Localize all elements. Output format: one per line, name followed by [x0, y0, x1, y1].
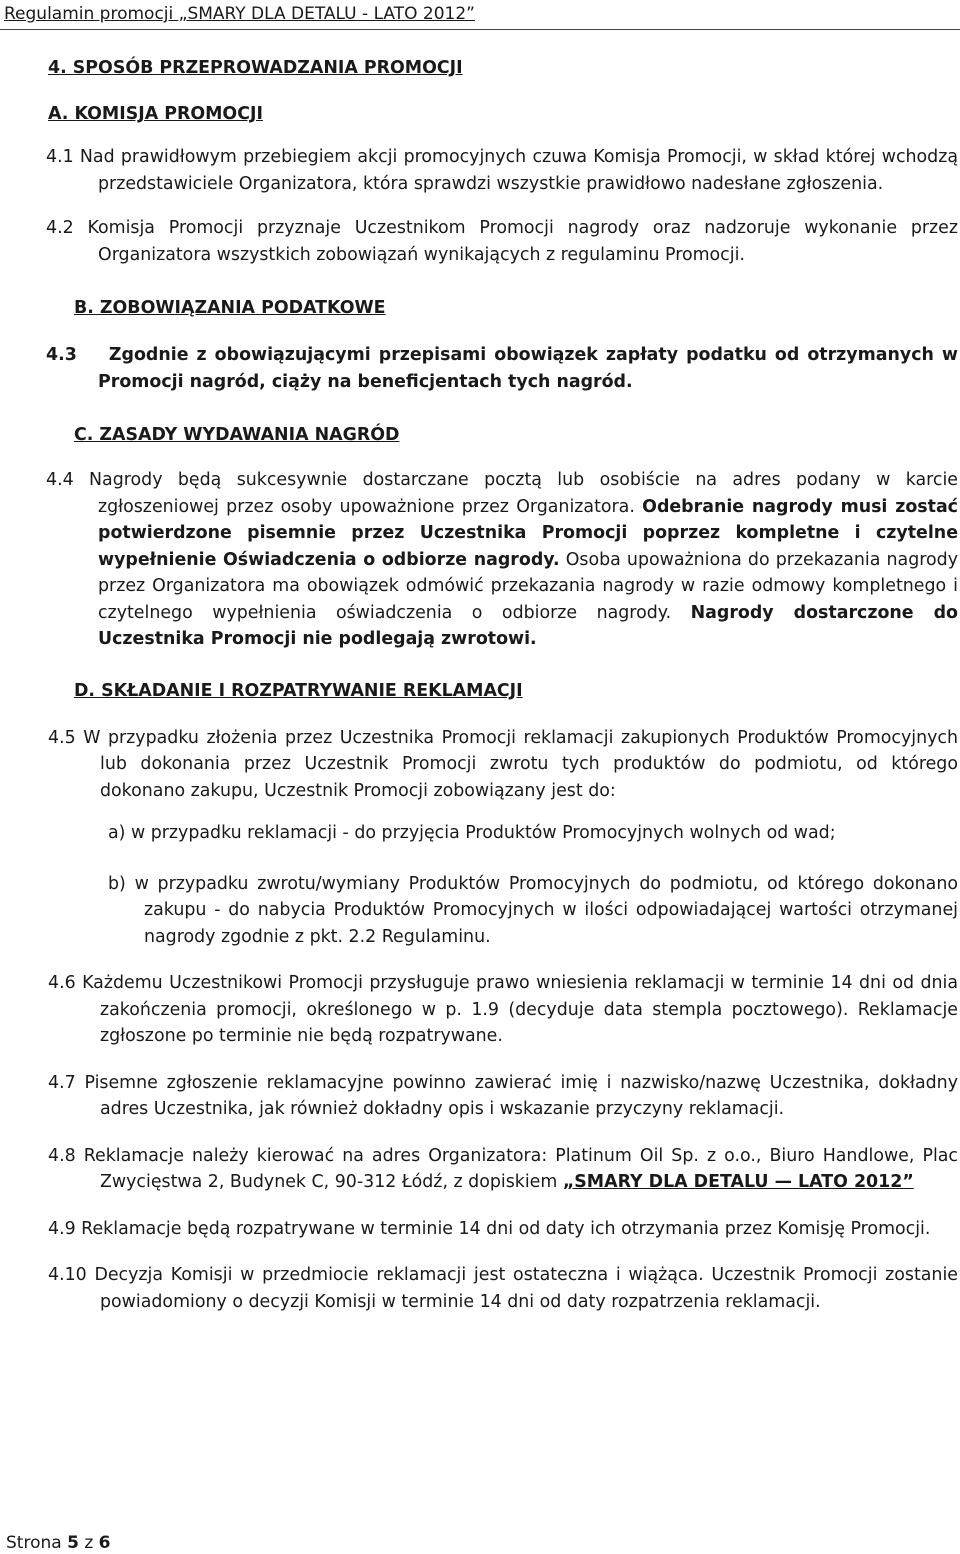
paragraph-4-4-text-a: 4.4 Nagrody będą sukcesywnie dostarczane pocztą lub osobiście na adres podany w karcie zgłoszeniowej przez osoby upoważnione przez Organizatora.	[46, 470, 958, 517]
paragraph-4-4	[48, 467, 958, 653]
paragraph-4-6: 4.6 Każdemu Uczestnikowi Promocji przysługuje prawo wniesienia reklamacji w terminie 14 dni od dnia zakończenia promocji, określonego w p. 1.9 (decyduje data stempla pocztowego). Reklamacje zgłoszone po terminie nie będą rozpatrywane.	[48, 973, 958, 1046]
footer-of: z	[78, 1533, 99, 1553]
paragraph-4-4-text-d: Nagrody dostarczone do Uczestnika Promocji nie podlegają zwrotowi.	[98, 602, 958, 649]
paragraph-4-2: 4.2 Komisja Promocji przyznaje Uczestnikom Promocji nagrody oraz nadzoruje wykonanie przez Organizatora wszystkich zobowiązań wynikających z regulaminu Promocji.	[46, 218, 958, 265]
paragraph-4-3-number: 4.3	[46, 345, 77, 365]
paragraph-4-4-text-b: Odebranie nagrody musi zostać potwierdzone pisemnie przez Uczestnika Promocji poprzez kompletne i czytelne wypełnienie Oświadczenia o odbiorze nagrody.	[98, 496, 958, 570]
subsection-a-title: A. KOMISJA PROMOCJI	[48, 104, 263, 124]
paragraph-4-7: 4.7 Pisemne zgłoszenie reklamacyjne powinno zawierać imię i nazwisko/nazwę Uczestnika, dokładny adres Uczestnika, jak również dokładny opis i wskazanie przyczyny reklamacji.	[48, 1072, 958, 1119]
footer-page-number: 5	[67, 1533, 79, 1553]
list-item-b: b) w przypadku zwrotu/wymiany Produktów Promocyjnych do podmiotu, od którego dokonano zakupu - do nabycia Produktów Promocyjnych w ilości odpowiadającej wartości otrzymanej nagrody zgodnie z pkt. 2.2 Regulaminu.	[108, 873, 958, 947]
paragraph-4-3-text: Zgodnie z obowiązującymi przepisami obowiązek zapłaty podatku od otrzymanych w Promocji nagród, ciąży na beneficjentach tych nagród.	[98, 345, 958, 392]
subsection-c-title: C. ZASADY WYDAWANIA NAGRÓD	[74, 425, 400, 445]
paragraph-4-5: 4.5 W przypadku złożenia przez Uczestnika Promocji reklamacji zakupionych Produktów Promocyjnych lub dokonania przez Uczestnik Promocji zwrotu tych produktów do podmiotu, od którego dokonano zakupu, Uczestnik Promocji zobowiązany jest do:	[48, 727, 958, 801]
footer-label: Strona	[6, 1533, 68, 1553]
paragraph-4-8-text: 4.8 Reklamacje należy kierować na adres Organizatora: Platinum Oil Sp. z o.o., Biuro Handlowe, Plac Zwycięstwa 2, Budynek C, 90-312 Łódź, z dopiskiem	[48, 1145, 958, 1192]
page-footer	[6, 1533, 111, 1553]
running-header: Regulamin promocji „SMARY DLA DETALU - LATO 2012”	[0, 0, 960, 30]
paragraph-4-4-text-c: Osoba upoważniona do przekazania nagrody przez Organizatora ma obowiązek odmówić przekazania nagrody w razie odmowy kompletnego i czytelnego wypełnienia oświadczenia o odbiorze nagrody.	[98, 549, 958, 623]
paragraph-4-3	[48, 342, 958, 395]
list-item-a: a) w przypadku reklamacji - do przyjęcia Produktów Promocyjnych wolnych od wad;	[108, 823, 836, 843]
paragraph-4-8-tag: „SMARY DLA DETALU — LATO 2012”	[562, 1172, 914, 1192]
paragraph-4-8	[48, 1143, 958, 1196]
subsection-d-title: D. SKŁADANIE I ROZPATRYWANIE REKLAMACJI	[74, 680, 523, 701]
subsection-b-title: B. ZOBOWIĄZANIA PODATKOWE	[74, 298, 386, 318]
paragraph-4-10: 4.10 Decyzja Komisji w przedmiocie reklamacji jest ostateczna i wiążąca. Uczestnik Promocji zostanie powiadomiony o decyzji Komisji w terminie 14 dni od daty rozpatrzenia reklamacji.	[48, 1265, 958, 1312]
page-content	[48, 48, 958, 1315]
paragraph-4-1: 4.1 Nad prawidłowym przebiegiem akcji promocyjnych czuwa Komisja Promocji, w skład której wchodzą przedstawiciele Organizatora, która sprawdzi wszystkie prawidłowo nadesłane zgłoszenia.	[46, 147, 958, 194]
section-title: 4. SPOSÓB PRZEPROWADZANIA PROMOCJI	[48, 58, 463, 78]
footer-total-pages: 6	[98, 1533, 111, 1553]
paragraph-4-9: 4.9 Reklamacje będą rozpatrywane w terminie 14 dni od daty ich otrzymania przez Komisję Promocji.	[48, 1218, 931, 1239]
